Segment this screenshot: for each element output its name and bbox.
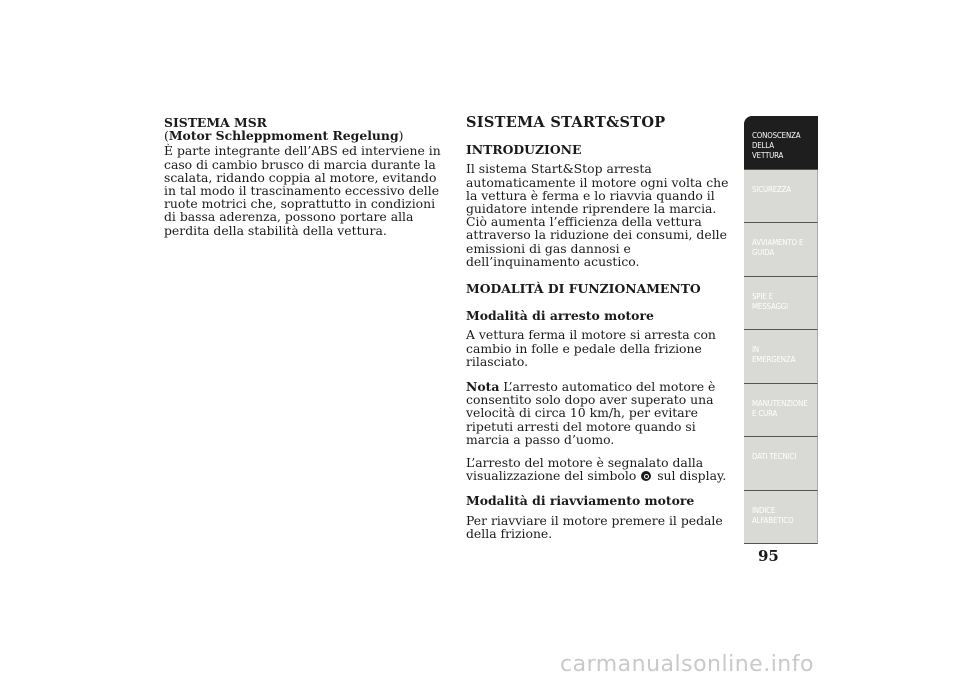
page-number: 95: [758, 547, 779, 565]
right-column: [466, 116, 738, 550]
intro-body: Il sistema Start&Stop arresta automaticamente il motore ogni volta che la vettura è ferma e lo riavvia quando il guidatore intende riprendere la marcia. Ciò aumenta l’efficienza della vettura attraverso la riduzione dei consumi, delle emissioni di gas dannosi e dell’inquinamento acustico.: [466, 161, 729, 269]
msr-subtitle-open: (: [164, 128, 169, 144]
stop-body: A vettura ferma il motore si arresta con cambio in folle e pedale della frizione rilasciato.: [466, 327, 716, 369]
intro-heading: INTRODUZIONE: [466, 142, 582, 158]
tab-spie-e-messaggi[interactable]: [744, 277, 818, 331]
tab-label: AVVIAMENTO E GUIDA: [752, 237, 804, 257]
tab-label: DATI TECNICI: [752, 451, 797, 461]
tab-label: SPIE E MESSAGGI: [752, 290, 788, 311]
msr-subtitle-close: ): [398, 128, 404, 144]
tab-label: MANUTENZIONE E CURA: [752, 397, 808, 418]
start-stop-symbol-icon: [641, 471, 651, 481]
chapter-tabs: [744, 116, 818, 544]
msr-body: È parte integrante dell’ABS ed interviene in caso di cambio brusco di marcia durante la scalata, ridando coppia al motore, evitando in tal modo il trascinamento eccessivo delle ruote motrici che, soprattutto in condizioni di bassa aderenza, possono portare alla perdita della stabilità della vettura.: [164, 143, 441, 238]
left-column: [164, 116, 444, 247]
tab-label: INDICE ALFABETICO: [752, 504, 794, 525]
restart-body: Per riavviare il motore premere il pedale della frizione.: [466, 512, 723, 541]
mode-heading: MODALITÀ DI FUNZIONAMENTO: [466, 281, 701, 297]
tab-conoscenza-della-vettura[interactable]: [744, 116, 818, 170]
msr-subtitle: [164, 129, 444, 142]
tab-manutenzione-e-cura[interactable]: [744, 384, 818, 438]
note-label: Nota: [466, 379, 500, 395]
signal-paragraph: [466, 456, 738, 482]
tab-in-emergenza[interactable]: [744, 330, 818, 384]
tab-avviamento-e-guida[interactable]: [744, 223, 818, 277]
tab-sicurezza[interactable]: [744, 170, 818, 224]
restart-heading: Modalità di riavviamento motore: [466, 493, 695, 509]
watermark: carmanualsonline.info: [560, 652, 814, 677]
section-title: SISTEMA START&STOP: [466, 114, 666, 131]
tab-label: SICUREZZA: [752, 183, 791, 194]
note-body: L’arresto automatico del motore è consentito solo dopo aver superato una velocità di circa 10 km/h, per evitare ripetuti arresti del motore quando si marcia a passo d’uomo.: [466, 379, 716, 447]
tab-dati-tecnici[interactable]: [744, 437, 818, 491]
tab-label: CONOSCENZA DELLA VETTURA: [752, 130, 801, 160]
tab-indice-alfabetico[interactable]: [744, 491, 818, 545]
msr-subtitle-text: Motor Schleppmoment Regelung: [168, 128, 399, 144]
tab-label: IN EMERGENZA: [752, 344, 796, 364]
signal-body-1: L’arresto del motore è segnalato dalla visualizzazione del simbolo: [466, 455, 704, 484]
stop-heading: Modalità di arresto motore: [466, 308, 654, 324]
signal-body-2: sul display.: [653, 468, 727, 484]
note-paragraph: [466, 380, 738, 446]
msr-title: SISTEMA MSR: [164, 115, 267, 130]
